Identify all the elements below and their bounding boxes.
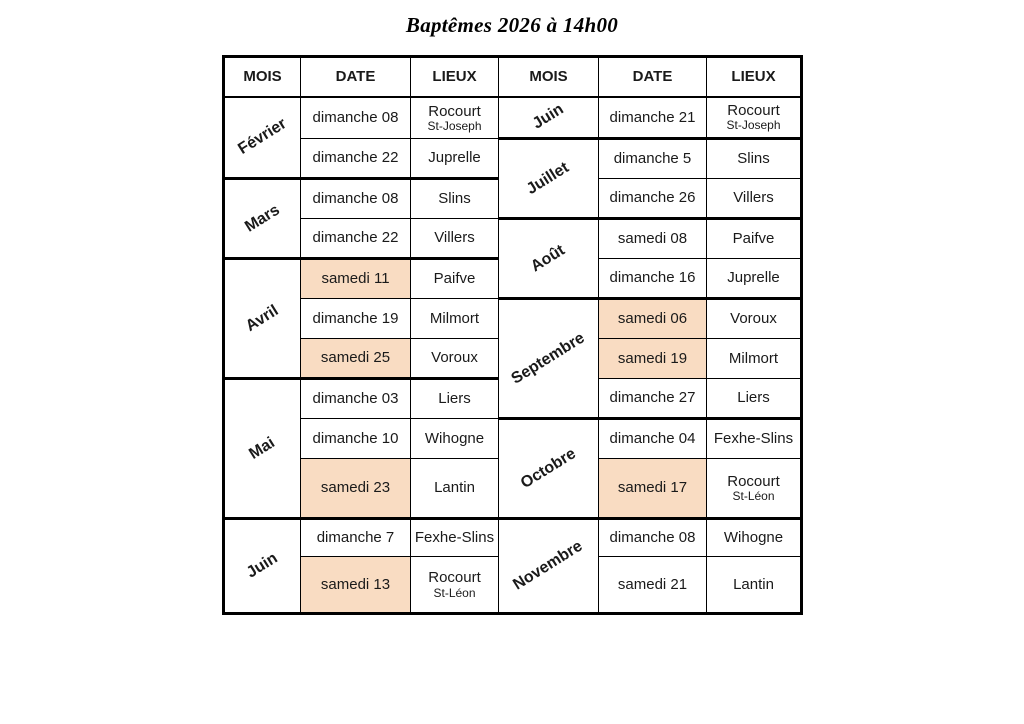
header-mois-right: MOIS [499,57,599,97]
place-cell: Juprelle [707,259,802,299]
month-cell-octobre: Octobre [499,419,599,519]
header-mois-left: MOIS [224,57,301,97]
date-cell: samedi 25 [301,339,411,379]
header-lieux-right: LIEUX [707,57,802,97]
date-cell: dimanche 7 [301,519,411,557]
date-cell: dimanche 04 [599,419,707,459]
place-cell: Fexhe-Slins [707,419,802,459]
place-cell: Rocourt St-Léon [411,557,499,614]
month-cell-juin-right: Juin [499,97,599,139]
place-cell: Fexhe-Slins [411,519,499,557]
place-cell: Slins [707,139,802,179]
date-cell: samedi 13 [301,557,411,614]
date-cell: dimanche 21 [599,97,707,139]
date-cell: dimanche 5 [599,139,707,179]
place-cell: Rocourt St-Léon [707,459,802,519]
date-cell: samedi 08 [599,219,707,259]
header-row [224,57,802,97]
month-cell-fevrier: Février [224,97,301,179]
place-cell: Milmort [411,299,499,339]
place-cell: Villers [411,219,499,259]
header-lieux-left: LIEUX [411,57,499,97]
place-cell: Liers [411,379,499,419]
date-cell: dimanche 27 [599,379,707,419]
month-cell-septembre: Septembre [499,299,599,419]
month-cell-juillet: Juillet [499,139,599,219]
month-cell-juin-left: Juin [224,519,301,614]
date-cell: dimanche 22 [301,219,411,259]
date-cell: samedi 11 [301,259,411,299]
date-cell: samedi 06 [599,299,707,339]
place-cell: Milmort [707,339,802,379]
month-cell-aout: Août [499,219,599,299]
table-row [224,219,802,259]
place-cell: Rocourt St-Joseph [411,97,499,139]
table-row [224,139,802,179]
place-cell: Slins [411,179,499,219]
table-row [224,299,802,339]
month-cell-avril: Avril [224,259,301,379]
date-cell: dimanche 10 [301,419,411,459]
place-cell: Wihogne [411,419,499,459]
date-cell: dimanche 08 [599,519,707,557]
place-cell: Lantin [411,459,499,519]
place-cell: Paifve [707,219,802,259]
date-cell: dimanche 03 [301,379,411,419]
place-cell: Paifve [411,259,499,299]
header-date-left: DATE [301,57,411,97]
place-cell: Voroux [707,299,802,339]
date-cell: dimanche 19 [301,299,411,339]
place-cell: Rocourt St-Joseph [707,97,802,139]
place-cell: Lantin [707,557,802,614]
place-cell: Juprelle [411,139,499,179]
date-cell: dimanche 26 [599,179,707,219]
date-cell: dimanche 08 [301,97,411,139]
date-cell: samedi 19 [599,339,707,379]
date-cell: samedi 23 [301,459,411,519]
month-cell-mai: Mai [224,379,301,519]
date-cell: dimanche 22 [301,139,411,179]
page-title: Baptêmes 2026 à 14h00 [405,13,619,37]
place-cell: Voroux [411,339,499,379]
date-cell: dimanche 08 [301,179,411,219]
place-cell: Villers [707,179,802,219]
date-cell: samedi 21 [599,557,707,614]
table-row [224,419,802,459]
place-cell: Wihogne [707,519,802,557]
table-row [224,97,802,139]
month-cell-mars: Mars [224,179,301,259]
month-cell-novembre: Novembre [499,519,599,614]
date-cell: dimanche 16 [599,259,707,299]
date-cell: samedi 17 [599,459,707,519]
header-date-right: DATE [599,57,707,97]
baptism-schedule-table [222,55,803,615]
table-row [224,519,802,557]
place-cell: Liers [707,379,802,419]
